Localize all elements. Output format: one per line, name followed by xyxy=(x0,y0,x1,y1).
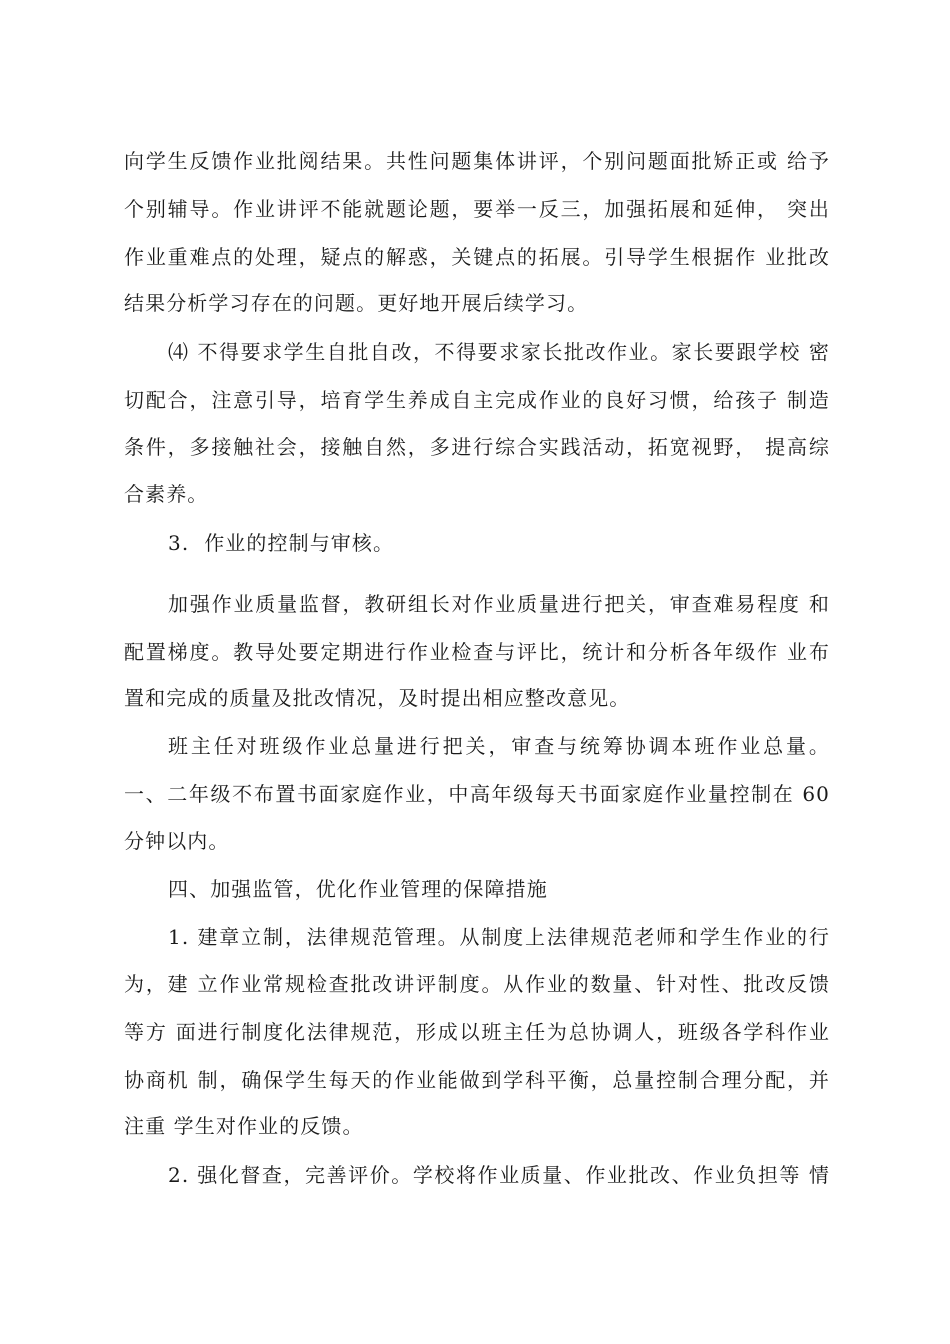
paragraph-line: 合素养。 xyxy=(124,482,209,506)
paragraph-line: 2. 强化督查，完善评价。学校将作业质量、作业批改、作业负担等 情 xyxy=(168,1163,830,1187)
paragraph-line: 置和完成的质量及批改情况，及时提出相应整改意见。 xyxy=(124,686,631,710)
paragraph-line: 1. 建章立制，法律规范管理。从制度上法律规范老师和学生作业的行 xyxy=(168,925,830,949)
paragraph-line: 结果分析学习存在的问题。更好地开展后续学习。 xyxy=(124,291,589,315)
section-heading: 四、加强监管，优化作业管理的保障措施 xyxy=(168,877,548,901)
paragraph-line: 向学生反馈作业批阅结果。共性问题集体讲评，个别问题面批矫正或 给予 xyxy=(124,149,830,173)
paragraph-line: 条件，多接触社会，接触自然，多进行综合实践活动，拓宽视野， 提高综 xyxy=(124,435,830,459)
paragraph-line: 协商机 制，确保学生每天的作业能做到学科平衡，总量控制合理分配，并 xyxy=(124,1068,830,1092)
paragraph-line: 个别辅导。作业讲评不能就题论题，要举一反三，加强拓展和延伸， 突出 xyxy=(124,197,830,221)
paragraph-line: 切配合，注意引导，培育学生养成自主完成作业的良好习惯，给孩子 制造 xyxy=(124,388,830,412)
paragraph-line: 注重 学生对作业的反馈。 xyxy=(124,1114,364,1138)
paragraph-line: 一、二年级不布置书面家庭作业，中高年级每天书面家庭作业量控制在 60 xyxy=(124,782,830,806)
paragraph-line: 配置梯度。教导处要定期进行作业检查与评比，统计和分析各年级作 业布 xyxy=(124,640,830,664)
paragraph-line: 分钟以内。 xyxy=(124,829,230,853)
paragraph-line: 加强作业质量监督，教研组长对作业质量进行把关，审查难易程度 和 xyxy=(168,592,830,616)
paragraph-line: 作业重难点的处理，疑点的解惑，关键点的拓展。引导学生根据作 业批改 xyxy=(124,245,830,269)
paragraph-line: 为，建 立作业常规检查批改讲评制度。从作业的数量、针对性、批改反馈 xyxy=(124,972,830,996)
paragraph-line: 等方 面进行制度化法律规范，形成以班主任为总协调人，班级各学科作业 xyxy=(124,1020,830,1044)
section-heading: 3. 作业的控制与审核。 xyxy=(168,531,395,555)
paragraph-line: 班主任对班级作业总量进行把关，审查与统筹协调本班作业总量。 xyxy=(168,734,830,758)
paragraph-line: ⑷ 不得要求学生自批自改，不得要求家长批改作业。家长要跟学校 密 xyxy=(168,340,830,364)
